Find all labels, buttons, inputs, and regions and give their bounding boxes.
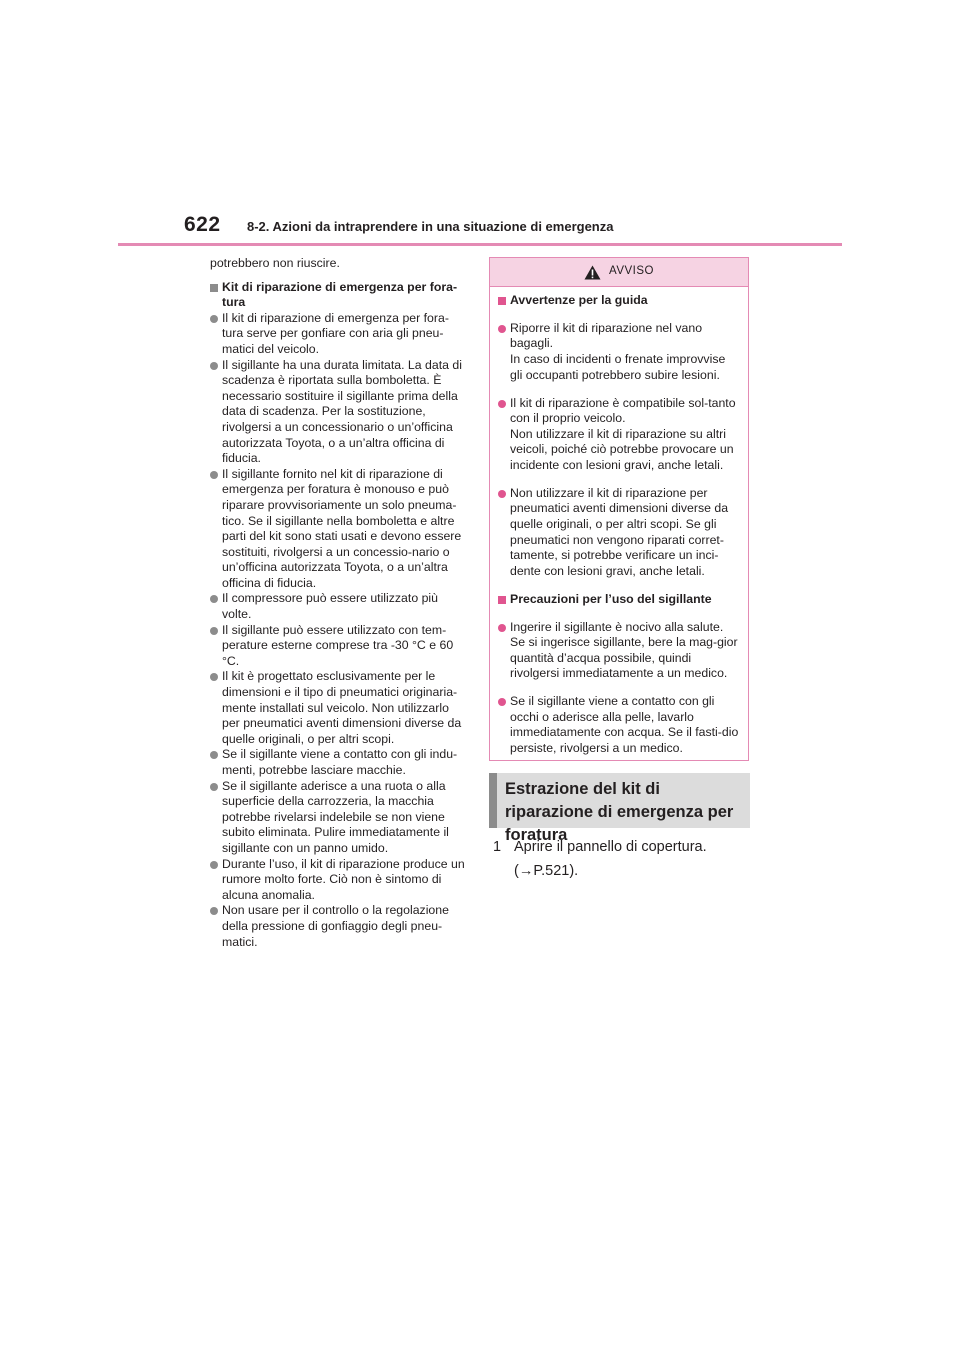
list-item-text: Il compressore può essere utilizzato più volte.: [222, 591, 438, 622]
list-item-text: Il sigillante fornito nel kit di riparazione di emergenza per foratura è monouso e può riparare provvisoriamente un solo pneuma-tico. Se il sigillante nella bomboletta e altre parti del kit sono stati usati e devono essere sostituiti, rivolgersi a un concessio-nario o un’officina autorizzata Toyota, o a un’altra officina di fiducia.: [222, 466, 462, 590]
list-item-text: Se il sigillante viene a contatto con gli indu-menti, potrebbe lasciare macchie.: [222, 747, 458, 777]
warning-list-item: [498, 486, 740, 580]
warning-item-text: Se il sigillante viene a contatto con gli occhi o aderisce alla pelle, lavarlo immediatamente con acqua. Se il fasti-dio persiste, rivolgersi a un medico.: [510, 694, 739, 756]
warning-triangle-icon: [584, 265, 601, 280]
circle-bullet-icon: [210, 751, 218, 759]
page-reference-link[interactable]: (→P.521).: [514, 863, 579, 879]
page-number: 622: [184, 213, 221, 236]
list-item-text: Il kit di riparazione di emergenza per fora-tura serve per gonfiare con aria gli pneu-matici del veicolo.: [222, 310, 449, 356]
list-item: [210, 747, 466, 778]
warning-item-text: Ingerire il sigillante è nocivo alla salute. Se si ingerisce sigillante, bere la mag-gior quantità d’acqua possibile, quindi rivolgersi immediatamente a un medico.: [510, 619, 738, 681]
subheading-text: Kit di riparazione di emergenza per fora-tura: [222, 279, 458, 310]
list-item: [210, 358, 466, 467]
list-item: [210, 623, 466, 670]
circle-bullet-icon: [210, 783, 218, 791]
list-item: [210, 779, 466, 857]
warning-item-text: Riporre il kit di riparazione nel vano bagagli. In caso di incidenti o frenate improvvise gli occupanti potrebbero subire lesioni.: [510, 320, 726, 382]
step-text: Aprire il pannello di copertura.: [514, 839, 707, 855]
warning-list-item: [498, 694, 740, 756]
step-1: [493, 835, 753, 883]
warning-item-text: Non utilizzare il kit di riparazione per pneumatici aventi dimensioni diverse da quelle originali, o per altri scopi. Se gli pneumatici non vengono riparati corret-tamente, si potrebbe verificare un inci-dente con lesioni gravi, anche letali.: [510, 485, 729, 578]
circle-bullet-icon: [210, 362, 218, 370]
circle-bullet-icon: [210, 471, 218, 479]
circle-bullet-icon: [210, 673, 218, 681]
circle-bullet-icon: [210, 595, 218, 603]
warning-box: [489, 257, 749, 761]
circle-bullet-icon: [498, 490, 506, 498]
warning-subheading-text: Precauzioni per l’uso del sigillante: [510, 591, 712, 606]
square-bullet-icon: [210, 284, 218, 292]
square-bullet-icon: [498, 596, 506, 604]
circle-bullet-icon: [210, 315, 218, 323]
list-item-text: Se il sigillante aderisce a una ruota o alla superficie della carrozzeria, la macchia potrebbe rivelarsi indelebile se non viene subito eliminata. Pulire immediatamente il sigillante con un panno umido.: [222, 778, 449, 855]
list-item-text: Il kit è progettato esclusivamente per le dimensioni e il tipo di pneumatici originaria-mente installati sul veicolo. Non utilizzarlo per pneumatici aventi dimensioni diverse da quelle originali, o per altri scopi.: [222, 669, 462, 746]
circle-bullet-icon: [210, 627, 218, 635]
list-item-text: Il sigillante può essere utilizzato con tem-perature esterne comprese tra -30 °C e 60 °C.: [222, 622, 454, 668]
list-item-text: Il sigillante ha una durata limitata. La data di scadenza è riportata sulla bomboletta. È necessario sostituire il sigillante prima della data di scadenza. Per la sostituzione, rivolgersi a un concessionario o un’officina autorizzata Toyota, o a un’altra officina di fiducia.: [222, 357, 462, 466]
subheading-kit: [210, 280, 466, 311]
list-item-text: Durante l’uso, il kit di riparazione produce un rumore molto forte. Ciò non è sintomo di alcuna anomalia.: [222, 856, 465, 902]
circle-bullet-icon: [210, 861, 218, 869]
list-item-text: Non usare per il controllo o la regolazione della pressione di gonfiaggio degli pneu-matici.: [222, 903, 449, 949]
circle-bullet-icon: [498, 624, 506, 632]
warning-list-item: [498, 396, 740, 474]
warning-item-text: Il kit di riparazione è compatibile sol-tanto con il proprio veicolo. Non utilizzare il kit di riparazione su altri veicoli, poiché ciò potrebbe provocare un incidente con lesioni gravi, anche letali.: [510, 395, 736, 472]
warning-label: AVVISO: [609, 265, 654, 278]
circle-bullet-icon: [498, 325, 506, 333]
warning-subheading-text: Avvertenze per la guida: [510, 293, 648, 307]
warning-header: [490, 258, 748, 287]
header-rule: [118, 243, 842, 246]
section-title: 8-2. Azioni da intraprendere in una situazione di emergenza: [247, 219, 614, 234]
warning-list-item: [498, 620, 740, 682]
warning-subheading: [498, 293, 740, 309]
warning-subheading: [498, 592, 740, 608]
square-bullet-icon: [498, 297, 506, 305]
lead-text: potrebbero non riuscire.: [210, 256, 340, 270]
warning-list-item: [498, 321, 740, 383]
list-item: [210, 311, 466, 358]
list-item: [210, 591, 466, 622]
left-column: [210, 256, 466, 950]
warning-body: [490, 287, 748, 757]
list-item: [210, 669, 466, 747]
list-item: [210, 857, 466, 904]
circle-bullet-icon: [210, 907, 218, 915]
list-item: [210, 903, 466, 950]
section-heading: Estrazione del kit di riparazione di emergenza per foratura: [489, 773, 750, 828]
step-number: 1: [493, 839, 502, 855]
list-item: [210, 467, 466, 592]
circle-bullet-icon: [498, 698, 506, 706]
circle-bullet-icon: [498, 400, 506, 408]
